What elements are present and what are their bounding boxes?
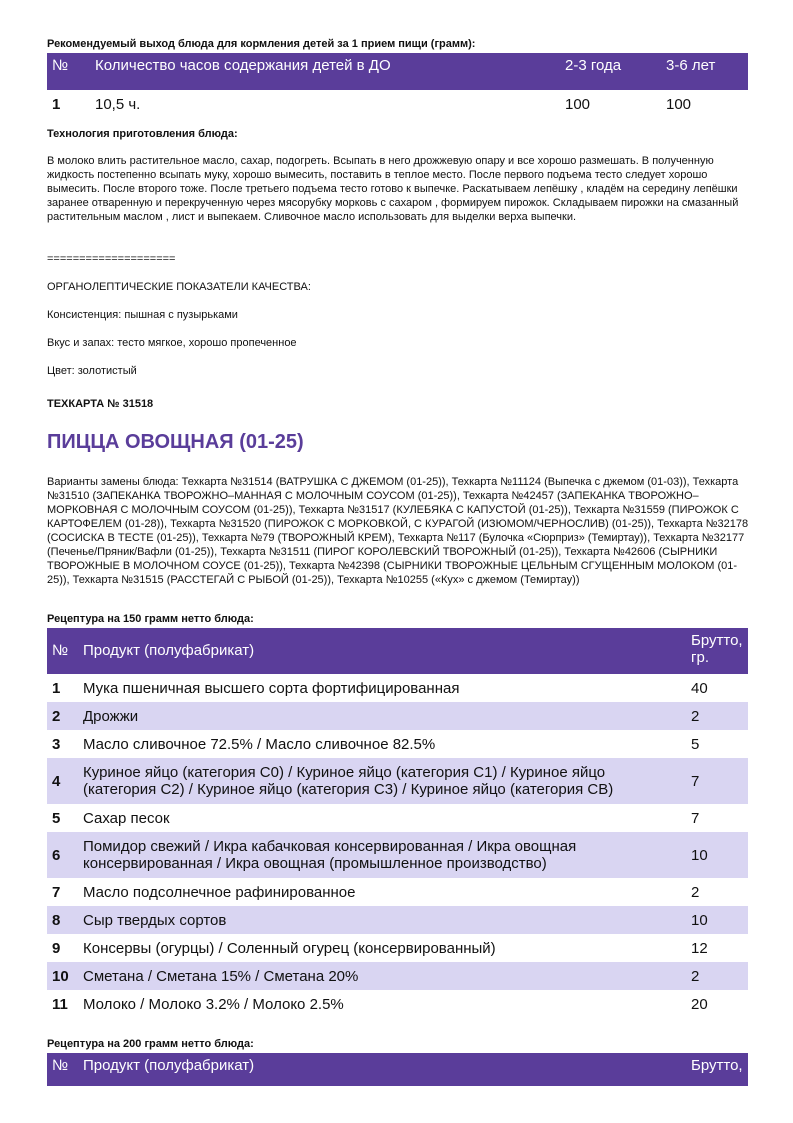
row-number: 6: [52, 846, 61, 864]
consistency-text: Консистенция: пышная с пузырьками: [47, 309, 238, 321]
row-product: Сахар песок: [83, 809, 170, 827]
row-brutto: 12: [691, 939, 708, 957]
row-brutto: 10: [691, 846, 708, 864]
replacement-variants: Варианты замены блюда: Техкарта №31514 (ВАТРУШКА С ДЖЕМОМ (01-25)), Техкарта №11124 (Выпечка с джемом (01-03)), Техкарта №31510 (ЗАПЕКАНКА ТВОРОЖНО–МАННАЯ С МОЛОЧНЫМ СОУСОМ (01-25)), Техкарта №42457 (ЗАПЕКАНКА ТВОРОЖНО–МОРКОВНАЯ С МОЛОЧНЫМ СОУСОМ (01-25)), Техкарта №31517 (КУЛЕБЯКА С КАПУСТОЙ (01-25)), Техкарта №31559 (ПИРОЖОК С КАРТОФЕЛЕМ (01-28)), Техкарта №31520 (ПИРОЖОК С МОРКОВКОЙ, С КУРАГОЙ (ИЗЮМОМ/ЧЕРНОСЛИВ) (01-25)), Техкарта №32178 (СОСИСКА В ТЕСТЕ (01-25)), Техкарта №79 (ТВОРОЖНЫЙ КРЕМ), Техкарта №117 (Булочка «Сюрприз» (Темиртау)), Техкарта №32177 (Печенье/Пряник/Вафли (01-25)), Техкарта №31511 (ПИРОГ КОРОЛЕВСКИЙ ТВОРОЖНЫЙ (01-25)), Техкарта №42606 (СЫРНИКИ ТВОРОЖНЫЕ В МОЛОЧНОМ СОУСЕ (01-25)), Техкарта №42398 (СЫРНИКИ ТВОРОЖНЫЕ ЦЕЛЬНЫМ СГУЩЕННЫМ МОЛОКОМ (01-25)), Техкарта №31515 (РАССТЕГАЙ С РЫБОЙ (01-25)), Техкарта №10255 («Кух» с джемом (Темиртау)): [47, 476, 749, 586]
card-title: ПИЦЦА ОВОЩНАЯ (01-25): [47, 431, 304, 453]
table-row: [47, 990, 748, 1018]
row-number: 1: [52, 679, 61, 697]
row-product: Масло подсолнечное рафинированное: [83, 883, 356, 901]
row-brutto: 10: [691, 911, 708, 929]
header-brutto: Брутто,: [691, 1057, 743, 1074]
row-brutto: 20: [691, 995, 708, 1013]
table-row: [47, 906, 748, 934]
table-row: [47, 758, 748, 804]
row-number: 4: [52, 772, 61, 790]
table-row: [47, 702, 748, 730]
header-number: №: [52, 642, 69, 659]
header-product: Продукт (полуфабрикат): [83, 1057, 255, 1074]
row-number: 1: [52, 95, 61, 113]
row-number: 8: [52, 911, 61, 929]
color-text: Цвет: золотистый: [47, 365, 137, 377]
row-brutto: 2: [691, 967, 700, 985]
row-brutto: 7: [691, 772, 700, 790]
table-row: [47, 878, 748, 906]
row-number: 9: [52, 939, 61, 957]
table-row: [47, 804, 748, 832]
portion-table: [47, 53, 748, 118]
header-number: №: [52, 57, 69, 74]
table-row: [47, 962, 748, 990]
header-age-3-6: 3-6 лет: [666, 57, 716, 74]
organoleptic-heading: ОРГАНОЛЕПТИЧЕСКИЕ ПОКАЗАТЕЛИ КАЧЕСТВА:: [47, 281, 311, 293]
row-product: Сыр твердых сортов: [83, 911, 227, 929]
table-row: [47, 730, 748, 758]
row-age-3-6: 100: [666, 95, 692, 113]
header-hours: Количество часов содержания детей в ДО: [95, 57, 391, 74]
row-age-2-3: 100: [565, 95, 591, 113]
portion-table-header: [47, 53, 748, 90]
row-number: 11: [52, 995, 68, 1013]
recipe200-table: [47, 1053, 748, 1086]
row-product: Консервы (огурцы) / Соленный огурец (консервированный): [83, 939, 496, 957]
header-brutto: Брутто, гр.: [691, 632, 743, 666]
row-number: 7: [52, 883, 61, 901]
row-number: 3: [52, 735, 61, 753]
row-product: Молоко / Молоко 3.2% / Молоко 2.5%: [83, 995, 344, 1013]
row-brutto: 7: [691, 809, 700, 827]
table-row: [47, 674, 748, 702]
row-product: Мука пшеничная высшего сорта фортифицированная: [83, 679, 460, 697]
header-age-2-3: 2-3 года: [565, 57, 622, 74]
row-brutto: 2: [691, 883, 700, 901]
table-row: [47, 832, 748, 878]
row-brutto: 5: [691, 735, 700, 753]
row-product: Сметана / Сметана 15% / Сметана 20%: [83, 967, 359, 985]
row-number: 10: [52, 967, 69, 985]
recipe150-header: [47, 628, 748, 674]
recipe200-header: [47, 1053, 748, 1086]
row-brutto: 2: [691, 707, 700, 725]
separator-line: ====================: [47, 253, 176, 265]
row-product: Куриное яйцо (категория С0) / Куриное яйцо (категория С1) / Куриное яйцо (категория С2) / Куриное яйцо (категория С3) / Куриное яйцо (категория СВ): [83, 764, 614, 798]
row-product: Помидор свежий / Икра кабачковая консервированная / Икра овощная консервированная / Икра овощная (промышленное производство): [83, 838, 577, 872]
row-hours: 10,5 ч.: [95, 95, 141, 113]
card-number: ТЕХКАРТА № 31518: [47, 398, 154, 410]
row-number: 5: [52, 809, 61, 827]
row-number: 2: [52, 707, 61, 725]
table-row: [47, 934, 748, 962]
row-brutto: 40: [691, 679, 708, 697]
taste-text: Вкус и запах: тесто мягкое, хорошо пропеченное: [47, 337, 297, 349]
row-product: Дрожжи: [83, 707, 139, 725]
recipe150-heading: Рецептура на 150 грамм нетто блюда:: [47, 613, 254, 625]
header-number: №: [52, 1057, 69, 1074]
header-product: Продукт (полуфабрикат): [83, 642, 255, 659]
recipe150-table: [47, 628, 748, 1018]
portion-heading: Рекомендуемый выход блюда для кормления детей за 1 прием пищи (грамм):: [47, 38, 476, 50]
recipe200-heading: Рецептура на 200 грамм нетто блюда:: [47, 1038, 254, 1050]
technology-heading: Технология приготовления блюда:: [47, 128, 238, 140]
row-product: Масло сливочное 72.5% / Масло сливочное 82.5%: [83, 735, 436, 753]
technology-text: В молоко влить растительное масло, сахар, подогреть. Всыпать в него дрожжевую опару и все хорошо размешать. В полученную жидкость постепенно всыпать муку, хорошо вымесить, поставить в теплое место. После первого подъема тесто следует хорошо вымесить. После второго тоже. После третьего подъема тесто готово к выпечке. Раскатываем лепёшку , кладём на середину лепёшки заранее отваренную и перекрученную через мясорубку морковь с сахаром , формируем пирожок. Складываем пирожки на смазанный растительным маслом , лист и выпекаем. Сливочное масло использовать для выделки верха выпечки.: [47, 155, 739, 223]
table-row: [47, 90, 748, 118]
